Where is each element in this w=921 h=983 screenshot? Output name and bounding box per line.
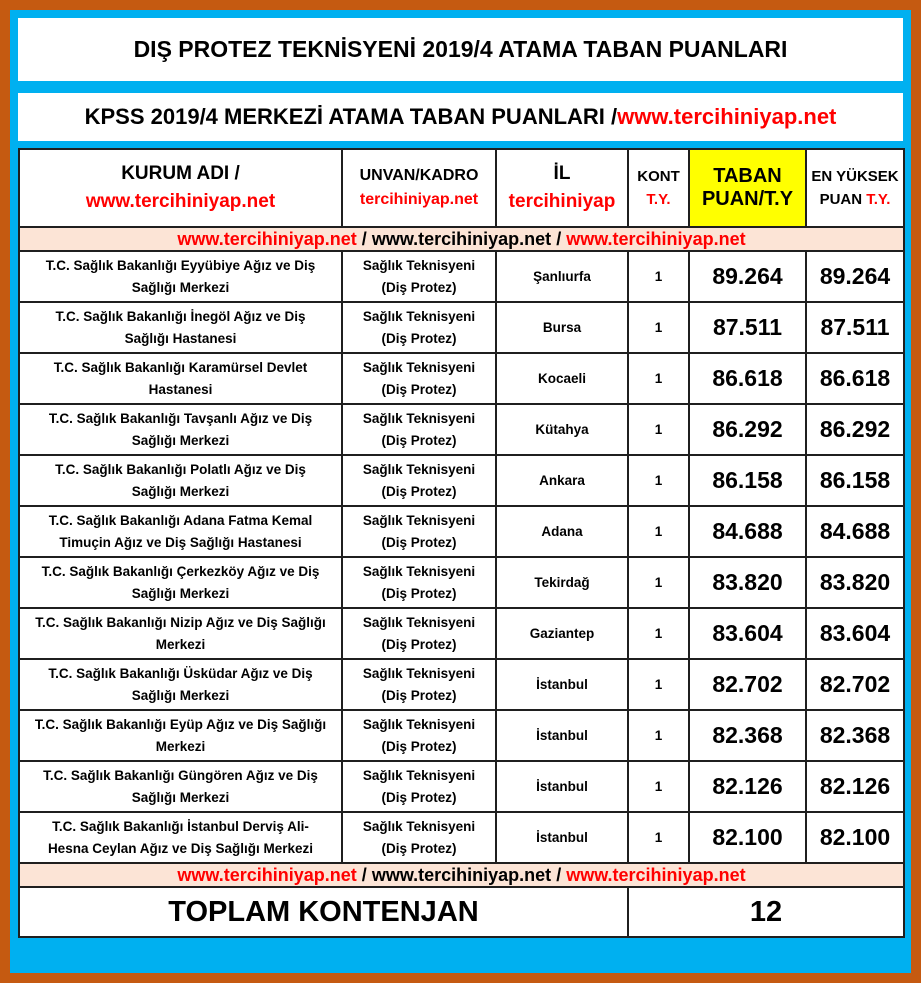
site-link[interactable]: www.tercihiniyap.net [566, 228, 746, 249]
max-score-cell: 86.618 [806, 353, 904, 404]
institution-name: T.C. Sağlık Bakanlığı Adana Fatma Kemal Timuçin Ağız ve Diş Sağlığı Hastanesi [19, 506, 342, 557]
site-link[interactable]: www.tercihiniyap.net [371, 228, 552, 249]
max-score-cell: 82.126 [806, 761, 904, 812]
quota-cell: 1 [628, 404, 689, 455]
min-score-cell: 87.511 [689, 302, 806, 353]
quota-cell: 1 [628, 761, 689, 812]
total-value: 12 [628, 887, 904, 937]
position-title: Sağlık Teknisyeni (Diş Protez) [342, 710, 496, 761]
header-unvan-site[interactable]: tercihiniyap.net [359, 191, 479, 208]
total-label: TOPLAM KONTENJAN [19, 887, 628, 937]
institution-name: T.C. Sağlık Bakanlığı Polatlı Ağız ve Diş Sağlığı Merkezi [19, 455, 342, 506]
header-kurum-site[interactable]: www.tercihiniyap.net [85, 191, 276, 212]
position-title: Sağlık Teknisyeni (Diş Protez) [342, 302, 496, 353]
min-score-cell: 82.100 [689, 812, 806, 863]
quota-cell: 1 [628, 353, 689, 404]
institution-name: T.C. Sağlık Bakanlığı Karamürsel Devlet Hastanesi [19, 353, 342, 404]
position-title: Sağlık Teknisyeni (Diş Protez) [342, 557, 496, 608]
city-cell: İstanbul [496, 761, 628, 812]
quota-cell: 1 [628, 251, 689, 302]
page-title: DIŞ PROTEZ TEKNİSYENİ 2019/4 ATAMA TABAN PUANLARI [18, 18, 903, 81]
site-link[interactable]: www.tercihiniyap.net [371, 864, 552, 885]
table-row [19, 251, 904, 302]
min-score-cell: 84.688 [689, 506, 806, 557]
institution-name: T.C. Sağlık Bakanlığı Üsküdar Ağız ve Diş Sağlığı Merkezi [19, 659, 342, 710]
min-score-cell: 82.368 [689, 710, 806, 761]
table-row [19, 761, 904, 812]
institution-name: T.C. Sağlık Bakanlığı Çerkezköy Ağız ve Diş Sağlığı Merkezi [19, 557, 342, 608]
table-row [19, 659, 904, 710]
blue-panel [10, 10, 911, 973]
min-score-cell: 86.158 [689, 455, 806, 506]
total-row [19, 887, 904, 937]
max-score-cell: 86.292 [806, 404, 904, 455]
min-score-cell: 89.264 [689, 251, 806, 302]
city-cell: İstanbul [496, 710, 628, 761]
site-link[interactable]: www.tercihiniyap.net [177, 228, 357, 249]
city-cell: Tekirdağ [496, 557, 628, 608]
table-header-row [19, 149, 904, 227]
quota-cell: 1 [628, 506, 689, 557]
header-kont: KONT T.Y. [628, 149, 689, 227]
page-subtitle [18, 93, 903, 141]
city-cell: İstanbul [496, 659, 628, 710]
position-title: Sağlık Teknisyeni (Diş Protez) [342, 506, 496, 557]
institution-name: T.C. Sağlık Bakanlığı Eyüp Ağız ve Diş Sağlığı Merkezi [19, 710, 342, 761]
position-title: Sağlık Teknisyeni (Diş Protez) [342, 404, 496, 455]
max-score-cell: 82.100 [806, 812, 904, 863]
institution-name: T.C. Sağlık Bakanlığı Güngören Ağız ve Diş Sağlığı Merkezi [19, 761, 342, 812]
site-row-bottom: www.tercihiniyap.net / www.tercihiniyap.net / www.tercihiniyap.net [19, 863, 904, 887]
subtitle-site-link[interactable]: www.tercihiniyap.net [617, 104, 837, 129]
position-title: Sağlık Teknisyeni (Diş Protez) [342, 761, 496, 812]
header-taban: TABAN PUAN/T.Y [689, 149, 806, 227]
max-score-cell: 83.604 [806, 608, 904, 659]
institution-name: T.C. Sağlık Bakanlığı Eyyübiye Ağız ve Diş Sağlığı Merkezi [19, 251, 342, 302]
table-row [19, 404, 904, 455]
city-cell: Bursa [496, 302, 628, 353]
header-il: İL tercihiniyap [496, 149, 628, 227]
max-score-cell: 84.688 [806, 506, 904, 557]
header-en-yuksek: EN YÜKSEK PUAN T.Y. [806, 149, 904, 227]
quota-cell: 1 [628, 659, 689, 710]
site-row-top: www.tercihiniyap.net / www.tercihiniyap.net / www.tercihiniyap.net [19, 227, 904, 251]
position-title: Sağlık Teknisyeni (Diş Protez) [342, 812, 496, 863]
table-row [19, 812, 904, 863]
institution-name: T.C. Sağlık Bakanlığı İstanbul Derviş Ali- Hesna Ceylan Ağız ve Diş Sağlığı Merkezi [19, 812, 342, 863]
position-title: Sağlık Teknisyeni (Diş Protez) [342, 659, 496, 710]
subtitle-text: KPSS 2019/4 MERKEZİ ATAMA TABAN PUANLARI / [84, 104, 618, 129]
header-unvan: UNVAN/KADRO tercihiniyap.net [342, 149, 496, 227]
max-score-cell: 82.702 [806, 659, 904, 710]
city-cell: Şanlıurfa [496, 251, 628, 302]
min-score-cell: 86.292 [689, 404, 806, 455]
quota-cell: 1 [628, 608, 689, 659]
quota-cell: 1 [628, 455, 689, 506]
table-row [19, 710, 904, 761]
quota-cell: 1 [628, 710, 689, 761]
institution-name: T.C. Sağlık Bakanlığı İnegöl Ağız ve Diş Sağlığı Hastanesi [19, 302, 342, 353]
min-score-cell: 83.604 [689, 608, 806, 659]
site-link[interactable]: www.tercihiniyap.net [177, 864, 357, 885]
table-row [19, 506, 904, 557]
max-score-cell: 82.368 [806, 710, 904, 761]
quota-cell: 1 [628, 812, 689, 863]
max-score-cell: 89.264 [806, 251, 904, 302]
min-score-cell: 82.126 [689, 761, 806, 812]
min-score-cell: 83.820 [689, 557, 806, 608]
city-cell: Kütahya [496, 404, 628, 455]
score-table [18, 148, 905, 938]
min-score-cell: 86.618 [689, 353, 806, 404]
table-row [19, 608, 904, 659]
max-score-cell: 87.511 [806, 302, 904, 353]
site-link[interactable]: www.tercihiniyap.net [566, 864, 746, 885]
table-row [19, 455, 904, 506]
min-score-cell: 82.702 [689, 659, 806, 710]
city-cell: Adana [496, 506, 628, 557]
city-cell: Gaziantep [496, 608, 628, 659]
city-cell: Kocaeli [496, 353, 628, 404]
city-cell: İstanbul [496, 812, 628, 863]
table-row [19, 557, 904, 608]
max-score-cell: 83.820 [806, 557, 904, 608]
institution-name: T.C. Sağlık Bakanlığı Tavşanlı Ağız ve Diş Sağlığı Merkezi [19, 404, 342, 455]
table-row [19, 302, 904, 353]
header-kurum: KURUM ADI / www.tercihiniyap.net [19, 149, 342, 227]
quota-cell: 1 [628, 557, 689, 608]
position-title: Sağlık Teknisyeni (Diş Protez) [342, 251, 496, 302]
city-cell: Ankara [496, 455, 628, 506]
institution-name: T.C. Sağlık Bakanlığı Nizip Ağız ve Diş Sağlığı Merkezi [19, 608, 342, 659]
position-title: Sağlık Teknisyeni (Diş Protez) [342, 608, 496, 659]
quota-cell: 1 [628, 302, 689, 353]
position-title: Sağlık Teknisyeni (Diş Protez) [342, 353, 496, 404]
max-score-cell: 86.158 [806, 455, 904, 506]
table-row [19, 353, 904, 404]
position-title: Sağlık Teknisyeni (Diş Protez) [342, 455, 496, 506]
